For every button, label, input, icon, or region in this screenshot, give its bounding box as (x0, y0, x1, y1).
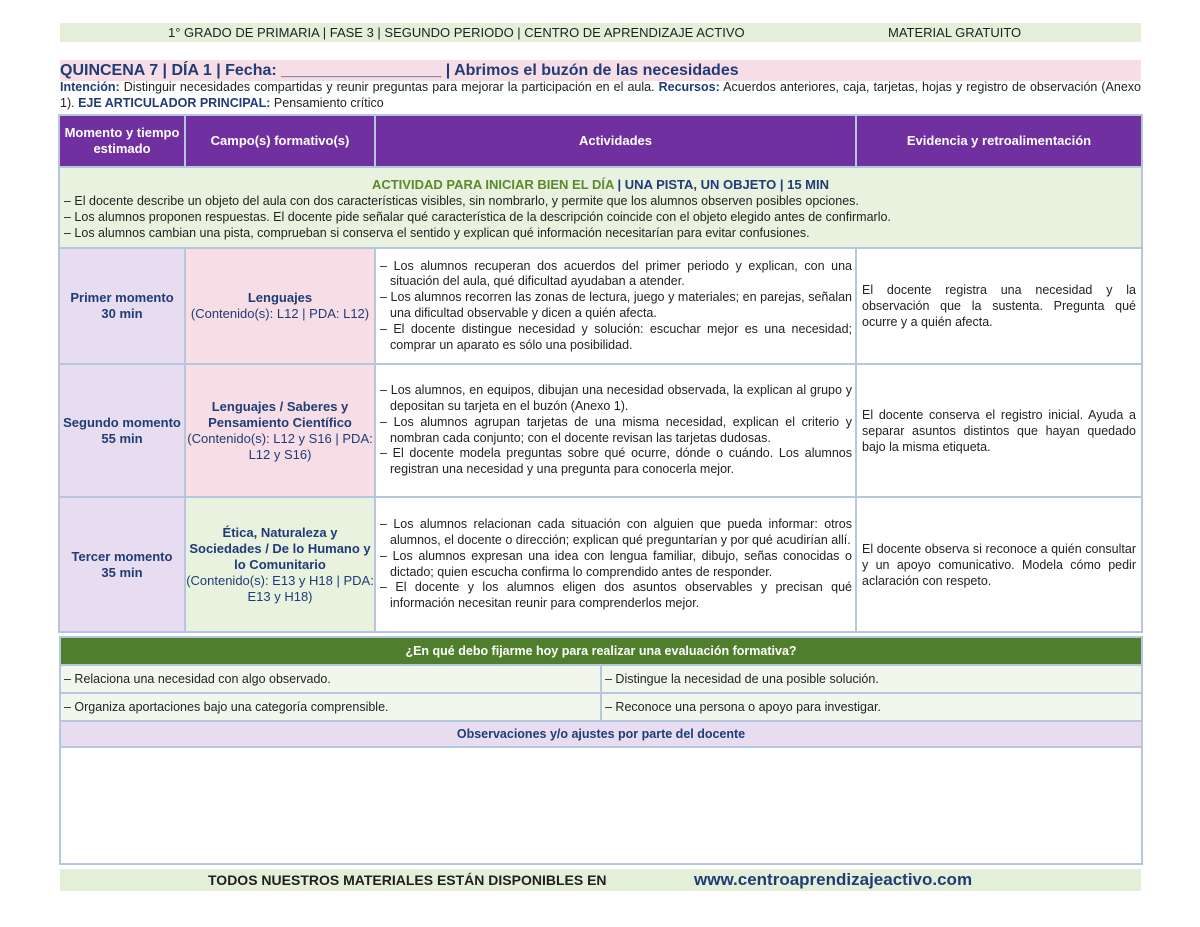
activity-item: – Los alumnos agrupan tarjetas de una misma necesidad, explican el criterio y nombran cada conjunto; con el docente revisan las tarjetas dudosas. (380, 414, 852, 445)
evaluation-row (60, 665, 1142, 693)
campo-name: Lenguajes / Saberes y Pensamiento Científico (208, 398, 352, 430)
activities-cell (375, 497, 856, 632)
activity-item: – El docente distingue necesidad y solución: escuchar mejor es una necesidad; comprar un aparato es sólo una posibilidad. (380, 321, 852, 352)
page-title: QUINCENA 7 | DÍA 1 | Fecha: __________________ | Abrimos el buzón de las necesidades (60, 60, 1141, 81)
intention-text: Distinguir necesidades compartidas y reunir preguntas para mejorar la participación en el aula. (119, 80, 659, 94)
start-activity-row (59, 167, 1142, 248)
campo-name: Lenguajes (247, 290, 313, 305)
resources-text: Acuerdos anteriores, caja, tarjetas, hojas y registro de observación (Anexo 1). (60, 80, 1141, 110)
observations-row (60, 747, 1142, 864)
table-header-row (59, 115, 1142, 167)
start-activity-title (64, 177, 1137, 193)
evidence-cell: El docente observa si reconoce a quién consultar y un apoyo comunicativo. Modela cómo pedir aclaración con respeto. (856, 497, 1142, 632)
campo-name: Ética, Naturaleza y Sociedades / De lo Humano y lo Comunitario (189, 524, 371, 572)
footer-bar (60, 869, 1141, 891)
col-header-moment: Momento y tiempo estimado (59, 115, 185, 167)
moment-cell (59, 497, 185, 632)
plan-table (58, 114, 1143, 633)
moment-cell (59, 364, 185, 497)
activities-cell (375, 364, 856, 497)
activity-item: – Los alumnos, en equipos, dibujan una necesidad observada, la explican al grupo y depositan su tarjeta en el buzón (Anexo 1). (380, 383, 852, 413)
evaluation-item: – Organiza aportaciones bajo una categoría comprensible. (60, 693, 601, 721)
intention-label: Intención: (60, 80, 120, 94)
observations-field[interactable] (60, 747, 1142, 864)
header-info: 1° GRADO DE PRIMARIA | FASE 3 | SEGUNDO PERIODO | CENTRO DE APRENDIZAJE ACTIVO (168, 25, 745, 40)
campo-cell (185, 248, 375, 364)
resources-label: Recursos: (658, 80, 720, 94)
col-header-campo: Campo(s) formativo(s) (185, 115, 375, 167)
axis-text: Pensamiento crítico (270, 95, 384, 110)
start-activity-cell (59, 167, 1142, 248)
evaluation-header-row (60, 637, 1142, 665)
footer-link[interactable]: www.centroaprendizajeactivo.com (694, 870, 973, 889)
evaluation-title: ¿En qué debo fijarme hoy para realizar una evaluación formativa? (60, 637, 1142, 665)
header-free-label: MATERIAL GRATUITO (888, 25, 1022, 40)
evaluation-item: – Reconoce una persona o apoyo para investigar. (601, 693, 1142, 721)
col-header-evidence: Evidencia y retroalimentación (856, 115, 1142, 167)
axis-label: EJE ARTICULADOR PRINCIPAL: (78, 95, 271, 110)
evaluation-item: – Distingue la necesidad de una posible solución. (601, 665, 1142, 693)
table-row-third (59, 497, 1142, 632)
evaluation-table (59, 636, 1143, 865)
moment-label: Tercer momento (71, 548, 173, 564)
activities-cell (375, 248, 856, 364)
evidence-cell: El docente registra una necesidad y la observación que la sustenta. Pregunta qué ocurre y a quién afecta. (856, 248, 1142, 364)
activity-item: – El docente y los alumnos eligen dos asuntos observables y precisan qué información necesitan reunir para comprenderlos mejor. (380, 580, 852, 611)
start-item: – Los alumnos cambian una pista, comprueban si conserva el sentido y explican qué información necesitarían para evitar confusiones. (64, 225, 810, 240)
moment-time: 30 min (101, 306, 143, 321)
col-header-activities: Actividades (375, 115, 856, 167)
campo-content: (Contenido(s): E13 y H18 | PDA: E13 y H18) (186, 572, 374, 604)
moment-label: Segundo momento (63, 414, 181, 430)
moment-cell (59, 248, 185, 364)
footer-text: TODOS NUESTROS MATERIALES ESTÁN DISPONIBLES EN (208, 872, 607, 888)
evaluation-item: – Relaciona una necesidad con algo observado. (60, 665, 601, 693)
observations-header-row (60, 721, 1142, 747)
moment-label: Primer momento (70, 290, 174, 305)
activity-item: – El docente modela preguntas sobre qué ocurre, dónde o cuándo. Los alumnos registran una necesidad y una pregunta para conocerla mejor. (380, 446, 852, 477)
activity-item: – Los alumnos recorren las zonas de lectura, juego y materiales; en parejas, señalan una dificultad observable y dicen a quién afecta. (380, 290, 852, 320)
start-activity-title-rest: | UNA PISTA, UN OBJETO | 15 MIN (613, 176, 830, 192)
moment-time: 55 min (101, 430, 143, 446)
campo-cell (185, 364, 375, 497)
campo-content: (Contenido(s): L12 y S16 | PDA: L12 y S16) (187, 430, 373, 462)
moment-time: 35 min (101, 564, 143, 580)
campo-content: (Contenido(s): L12 | PDA: L12) (190, 306, 370, 321)
start-item: – Los alumnos proponen respuestas. El docente pide señalar qué característica de la descripción coincide con el objeto elegido antes de confirmarlo. (64, 209, 891, 224)
evidence-cell: El docente conserva el registro inicial. Ayuda a separar asuntos distintos que hayan quedado bajo la misma etiqueta. (856, 364, 1142, 497)
intro-paragraph (60, 80, 1141, 111)
table-row-first (59, 248, 1142, 364)
start-item: – El docente describe un objeto del aula con dos características visibles, sin nombrarlo, y permite que los alumnos observen posibles opciones. (64, 193, 859, 208)
evaluation-row (60, 693, 1142, 721)
activity-item: – Los alumnos relacionan cada situación con alguien que pueda informar: otros alumnos, el docente o dirección; explican qué preguntarían y por qué acudirían allí. (380, 517, 852, 547)
observations-title: Observaciones y/o ajustes por parte del docente (60, 721, 1142, 747)
table-row-second (59, 364, 1142, 497)
start-activity-title-main: ACTIVIDAD PARA INICIAR BIEN EL DÍA (371, 176, 614, 192)
activity-item: – Los alumnos expresan una idea con lengua familiar, dibujo, señas conocidas o dictado; quien escucha confirma lo comprendido antes de responder. (380, 548, 852, 579)
activity-item: – Los alumnos recuperan dos acuerdos del primer periodo y explican, con una situación del aula, qué dificultad ayudaban a atender. (380, 258, 852, 289)
campo-cell (185, 497, 375, 632)
header-bar (60, 23, 1141, 42)
